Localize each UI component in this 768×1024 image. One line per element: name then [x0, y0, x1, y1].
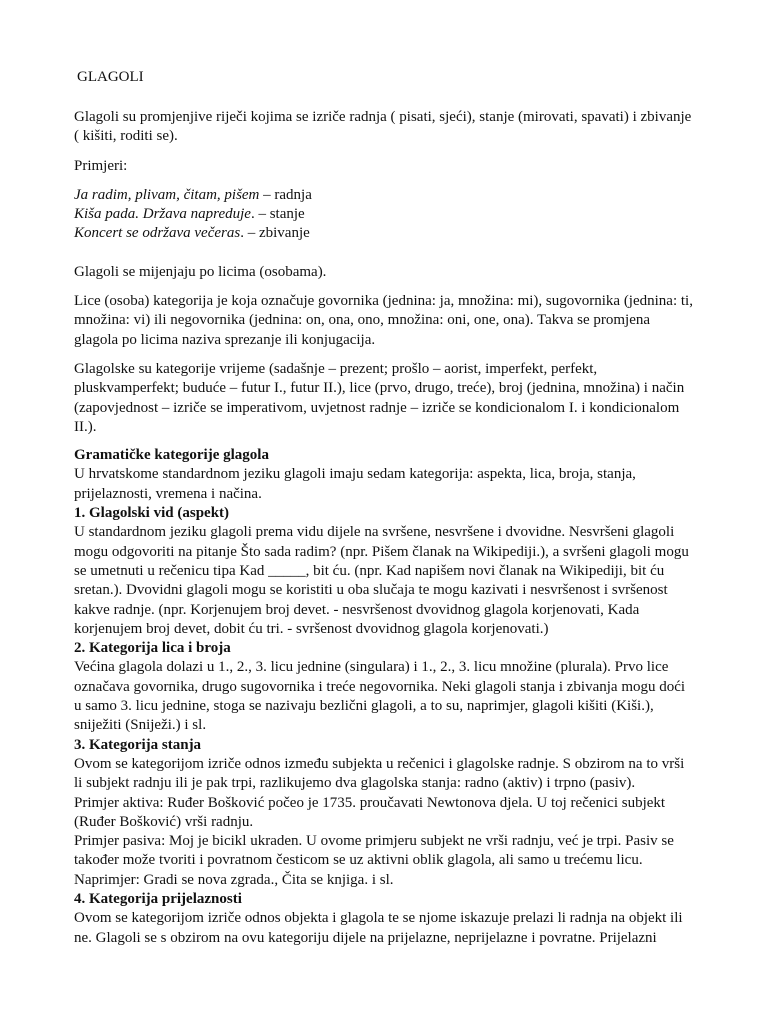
section-text: Ovom se kategorijom izriče odnos objekta i glagola te se njome iskazuje prelazi li radnja na objekt ili ne. Glagoli se s obzirom na ovu kategoriju dijele na prijelazne, neprijelazne i povratne. Prijelazni — [74, 910, 683, 946]
section-text: U standardnom jeziku glagoli prema vidu dijele na svršene, nesvršene i dvovidne. Nesvršeni glagoli mogu odgovoriti na pitanje Što sada radim? (npr. Pišem članak na Wikipediji.), a svršeni glagoli mogu se umetnuti u rečenicu tipa Kad _____, bit ću. (npr. Kad napišem novi članak na Wikipediji, bit ću sretan.). Dvovidni glagoli mogu se koristiti u oba slučaja te mogu kazivati i nesvršenost i svršenost kakve radnje. (npr. Korjenujem broj devet. - nesvršenost dvovidnog glagola korjenovati, Kada korjenujem broj devet, dobit ću tri. - svršenost dvovidnog glagola korjenovati.) — [74, 524, 689, 637]
example-line: Ja radim, plivam, čitam, pišem – radnja — [74, 186, 312, 203]
section-text: Ovom se kategorijom izriče odnos između subjekta u rečenici i glagolske radnje. S obzirom na to vrši li subjekt radnju ili je pak trpi, razlikujemo dva glagolska stanja: radno (aktiv) i trpno (pasiv). — [74, 755, 685, 792]
section-text: Naprimjer: Gradi se nova zgrada., Čita se knjiga. i sl. — [74, 871, 394, 888]
section-heading: 3. Kategorija stanja — [74, 736, 202, 753]
example-line: Kiša pada. Država napreduje. – stanje — [74, 206, 305, 223]
examples-label: Primjeri: — [74, 157, 128, 174]
examples-block — [74, 186, 696, 244]
document-body — [74, 68, 696, 948]
section-heading: Gramatičke kategorije glagola — [74, 447, 269, 464]
example-line: Koncert se održava večeras. – zbivanje — [74, 225, 310, 242]
document-title: GLAGOLI — [77, 69, 144, 85]
section-text: Primjer pasiva: Moj je bicikl ukraden. U ovome primjeru subjekt ne vrši radnju, već je trpi. Pasiv se također može tvoriti i povratnom česticom se uz aktivni oblik glagola, ali samo u trećemu licu. — [74, 833, 674, 869]
section-heading: 2. Kategorija lica i broja — [74, 640, 231, 657]
paragraph-lice: Lice (osoba) kategorija je koja označuje govornika (jednina: ja, množina: mi), sugovornika (jednina: ti, množina: vi) ili negovornika (jednina: on, ona, ono, množina: oni, one, ona). Takva se promjena glagola po licima naziva sprezanje ili konjugacija. — [74, 293, 693, 348]
intro-paragraph: Glagoli su promjenjive riječi kojima se izriče radnja ( pisati, sjeći), stanje (mirovati, spavati) i zbivanje ( kišiti, roditi se). — [74, 109, 692, 145]
section-text: Većina glagola dolazi u 1., 2., 3. licu jednine (singulara) i 1., 2., 3. licu množine (plurala). Prvo lice označava govornika, drugo sugovornika i treće negovornika. Neki glagoli stanja i zbivanja mogu doći u samo 3. licu jednine, stoga se nazivaju bezlični glagoli, a to su, naprimjer, glagoli kišiti (Kiši.), sniježiti (Sniježi.) i sl. — [74, 659, 686, 734]
paragraph-licima: Glagoli se mijenjaju po licima (osobama). — [74, 263, 327, 280]
paragraph-kategorije: Glagolske su kategorije vrijeme (sadašnje – prezent; prošlo – aorist, imperfekt, perfekt, pluskvamperfekt; buduće – futur I., futur II.), lice (prvo, drugo, treće), broj (jednina, množina) i način (zapovjednost – izriče se imperativom, uvjetnost radnje – izriče se kondicionalom I. i kondicionalom II.). — [74, 360, 685, 435]
section-heading: 4. Kategorija prijelaznosti — [74, 890, 242, 907]
section-gramaticke-kategorije — [74, 446, 696, 948]
section-text: Primjer aktiva: Ruđer Bošković počeo je 1735. proučavati Newtonova djela. U toj rečenici subjekt (Ruđer Bošković) vrši radnju. — [74, 794, 666, 830]
section-text: U hrvatskome standardnom jeziku glagoli imaju sedam kategorija: aspekta, lica, broja, stanja, prijelaznosti, vremena i načina. — [74, 466, 636, 502]
section-heading: 1. Glagolski vid (aspekt) — [74, 505, 230, 522]
